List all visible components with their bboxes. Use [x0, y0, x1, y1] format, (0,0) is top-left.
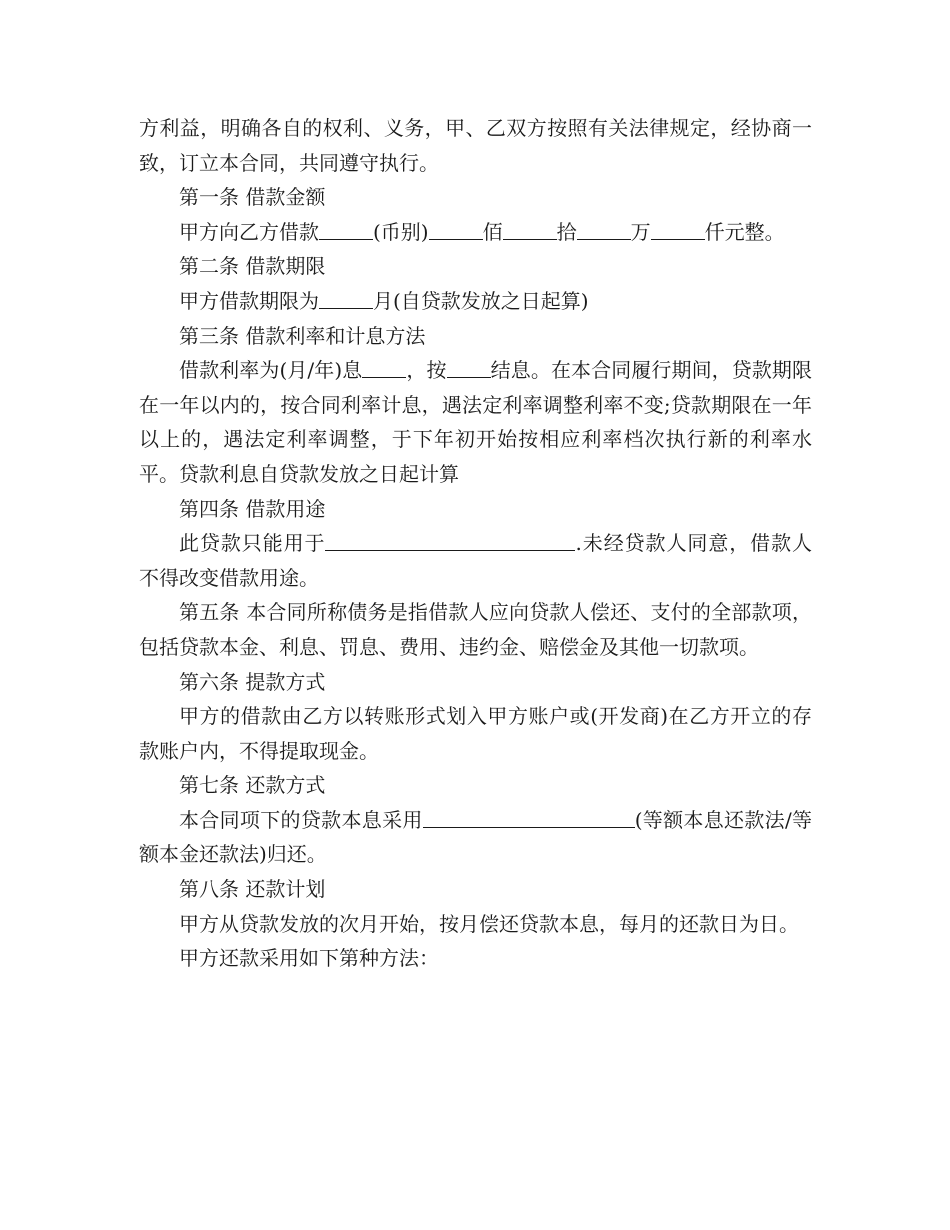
blank-field: [447, 356, 491, 378]
article-8-methods: 甲方还款采用如下第种方法：: [179, 946, 439, 971]
article-6-body: 甲方的借款由乙方以转账形式划入甲方账户或(开发商)在乙方开立的存款账户内，不得提取现金。: [139, 704, 812, 763]
blank-field: [319, 287, 373, 309]
article-5: 第五条 本合同所称债务是指借款人应向贷款人偿还、支付的全部款项，包括贷款本金、利息、罚息、费用、违约金、赔偿金及其他一切款项。: [139, 600, 812, 659]
blank-field: [577, 218, 631, 240]
article-6-title: 第六条 提款方式: [179, 669, 326, 694]
article-8-title: 第八条 还款计划: [179, 877, 326, 902]
blank-field: [319, 218, 373, 240]
blank-field: [429, 218, 483, 240]
article-3-body: 借款利率为(月/年)息 ，按 结息。在本合同履行期间，贷款期限在一年以内的，按合同利率计息，遇法定利率调整利率不变;贷款期限在一年以上的，遇法定利率调整，于下年初开始按相应利率档次执行新的利率水平。贷款利息自贷款发放之日起计算: [139, 358, 813, 486]
article-3-title: 第三条 借款利率和计息方法: [179, 323, 426, 348]
article-8-body: 甲方从贷款发放的次月开始，按月偿还贷款本息，每月的还款日为日。: [179, 911, 799, 936]
blank-field: [423, 806, 635, 828]
blank-field: [503, 218, 557, 240]
blank-field: [325, 529, 575, 551]
document-body: [139, 111, 812, 976]
article-4-title: 第四条 借款用途: [179, 496, 326, 521]
article-2-body: 甲方借款期限为 月(自贷款发放之日起算): [179, 288, 589, 313]
article-1-body: 甲方向乙方借款 (币别) 佰 拾 万 仟元整。: [179, 219, 785, 244]
blank-field: [651, 218, 705, 240]
article-7-body: 本合同项下的贷款本息采用 (等额本息还款法/等额本金还款法)归还。: [139, 807, 812, 867]
article-2-title: 第二条 借款期限: [179, 254, 326, 279]
paragraph-preamble: 方利益，明确各自的权利、义务，甲、乙双方按照有关法律规定，经协商一致，订立本合同，共同遵守执行。: [139, 116, 812, 175]
article-4-body: 此贷款只能用于 .未经贷款人同意，借款人不得改变借款用途。: [139, 531, 813, 590]
blank-field: [362, 356, 406, 378]
article-1-title: 第一条 借款金额: [179, 185, 326, 210]
article-7-title: 第七条 还款方式: [179, 773, 326, 798]
